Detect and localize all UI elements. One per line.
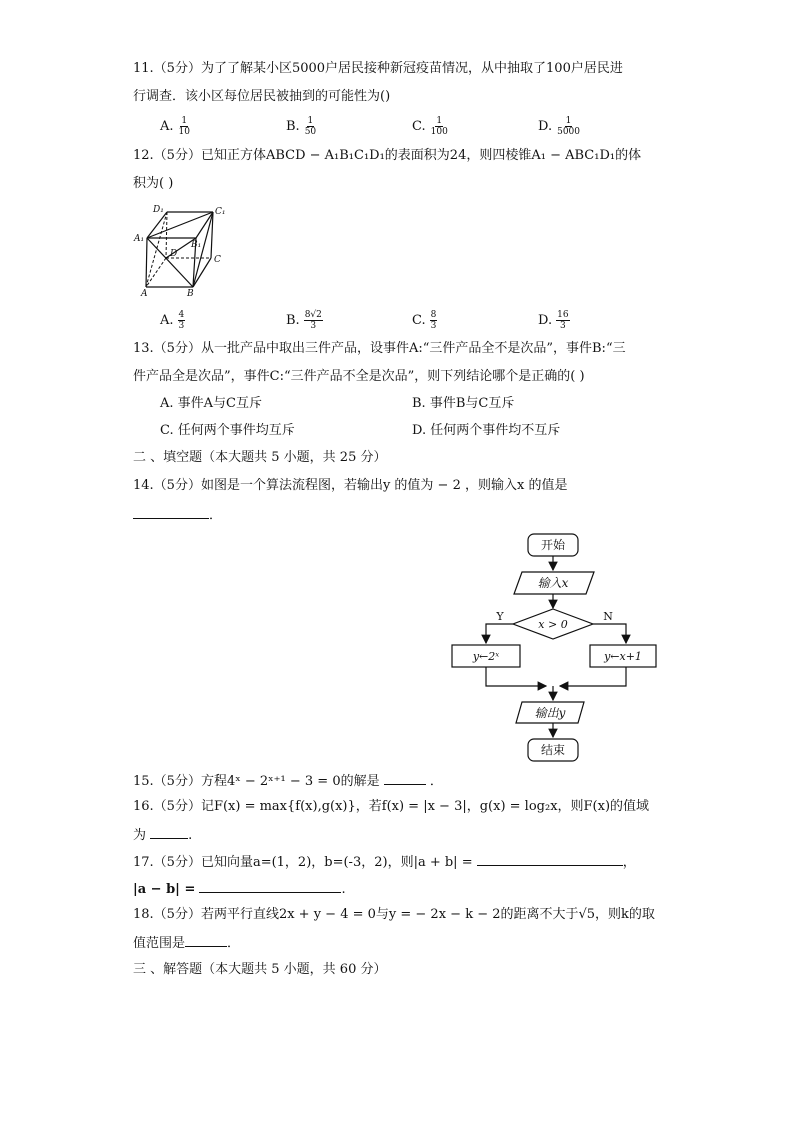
- q17-answer-blank-2[interactable]: [199, 878, 341, 893]
- q17-answer-blank-1[interactable]: [477, 851, 623, 866]
- q11-option-c[interactable]: C. $\frac{1}{100}$: [412, 116, 448, 137]
- label-a1: A₁: [134, 234, 145, 244]
- q16-text-line1: 16.（5分）记F(x) = max{f(x),g(x)}，若f(x) = |x − 3|，g(x) = log₂x，则F(x)的值域: [133, 799, 650, 814]
- section-heading-solutions: 三 、解答题（本大题共 5 小题，共 60 分）: [133, 962, 387, 977]
- edge-a-a1: [146, 238, 147, 287]
- q16-answer-blank[interactable]: [150, 824, 188, 839]
- flow-start-label: 开始: [540, 538, 566, 552]
- q11-text-line2: 行调查．该小区每位居民被抽到的可能性为(): [133, 89, 391, 104]
- q16-text-line2: 为 .: [133, 824, 192, 846]
- label-c1: C₁: [215, 207, 226, 217]
- label-a: A: [141, 289, 148, 299]
- q14-answer-line: ．: [133, 504, 222, 526]
- q13-option-c[interactable]: C. 任何两个事件均互斥: [160, 423, 295, 438]
- q14-text-line1: 14.（5分）如图是一个算法流程图，若输出y 的值为 − 2 ，则输入x 的值是: [133, 478, 568, 493]
- q14-answer-blank[interactable]: [133, 504, 209, 519]
- q13-text-line1: 13.（5分）从一批产品中取出三件产品，设事件A:“三件产品全不是次品”，事件B:“三: [133, 341, 626, 356]
- label-b1: B₁: [191, 240, 202, 250]
- label-d1: D₁: [153, 205, 164, 215]
- label-b: B: [187, 289, 194, 299]
- q12-option-c[interactable]: C. $\frac{8}{3}$: [412, 310, 437, 331]
- hidden-d-a: [146, 258, 166, 287]
- flow-left-label: y←2ˣ: [472, 650, 500, 663]
- q11-text-line1: 11.（5分）为了了解某小区5000户居民接种新冠疫苗情况，从中抽取了100户居民进: [133, 61, 623, 76]
- label-c: C: [214, 255, 221, 265]
- q12-option-a[interactable]: A. $\frac{4}{3}$: [160, 310, 185, 331]
- flow-end-label: 结束: [540, 743, 566, 757]
- label-d: D: [170, 249, 178, 259]
- flow-yes-label: Y: [496, 610, 504, 623]
- q18-text-line1: 18.（5分）若两平行直线2x + y − 4 = 0与y = − 2x − k − 2的距离不大于√5，则k的取: [133, 907, 655, 922]
- q15-answer-blank[interactable]: [384, 770, 426, 785]
- edge-c-b: [193, 258, 211, 287]
- hidden-a-d1: [146, 212, 167, 287]
- hidden-d1-d: [166, 212, 167, 258]
- q15-text: 15.（5分）方程4ˣ − 2ˣ⁺¹ − 3 = 0的解是 ．: [133, 770, 443, 792]
- q13-option-b[interactable]: B. 事件B与C互斥: [412, 396, 515, 411]
- q13-option-d[interactable]: D. 任何两个事件均不互斥: [412, 423, 561, 438]
- flowchart: [440, 528, 670, 764]
- q13-option-a[interactable]: A. 事件A与C互斥: [160, 396, 262, 411]
- flow-right-label: y←x+1: [604, 650, 642, 663]
- q17-text-line1: 17.（5分）已知向量a=(1，2)，b=(-3，2)，则|a + b| = ，: [133, 851, 636, 873]
- cube-diagram: [133, 200, 233, 300]
- q17-text-line2: |a − b| = .: [133, 878, 346, 900]
- q12-option-d[interactable]: D. $\frac{16}{3}$: [538, 310, 569, 331]
- section-heading-fill-in: 二 、填空题（本大题共 5 小题，共 25 分）: [133, 450, 387, 465]
- q13-text-line2: 件产品全是次品”，事件C:“三件产品不全是次品”，则下列结论哪个是正确的( ): [133, 369, 585, 384]
- flow-output-label: 输出y: [534, 706, 566, 720]
- q12-text-line1: 12.（5分）已知正方体ABCD − A₁B₁C₁D₁的表面积为24，则四棱锥A₁ − ABC₁D₁的体: [133, 148, 642, 163]
- diag-a1-b: [147, 238, 193, 287]
- q12-text-line2: 积为( ): [133, 176, 174, 191]
- q11-option-b[interactable]: B. $\frac{1}{50}$: [286, 116, 317, 137]
- flow-no-label: N: [603, 610, 613, 623]
- flow-condition-label: x > 0: [538, 618, 568, 631]
- q18-text-line2: 值范围是 ．: [133, 932, 240, 954]
- q11-option-d[interactable]: D. $\frac{1}{5000}$: [538, 116, 580, 137]
- q12-option-b[interactable]: B. $\frac{8√2}{3}$: [286, 310, 322, 331]
- q11-option-a[interactable]: A. $\frac{1}{10}$: [160, 116, 190, 137]
- q18-answer-blank[interactable]: [185, 932, 227, 947]
- flow-input-label: 输入x: [537, 576, 569, 590]
